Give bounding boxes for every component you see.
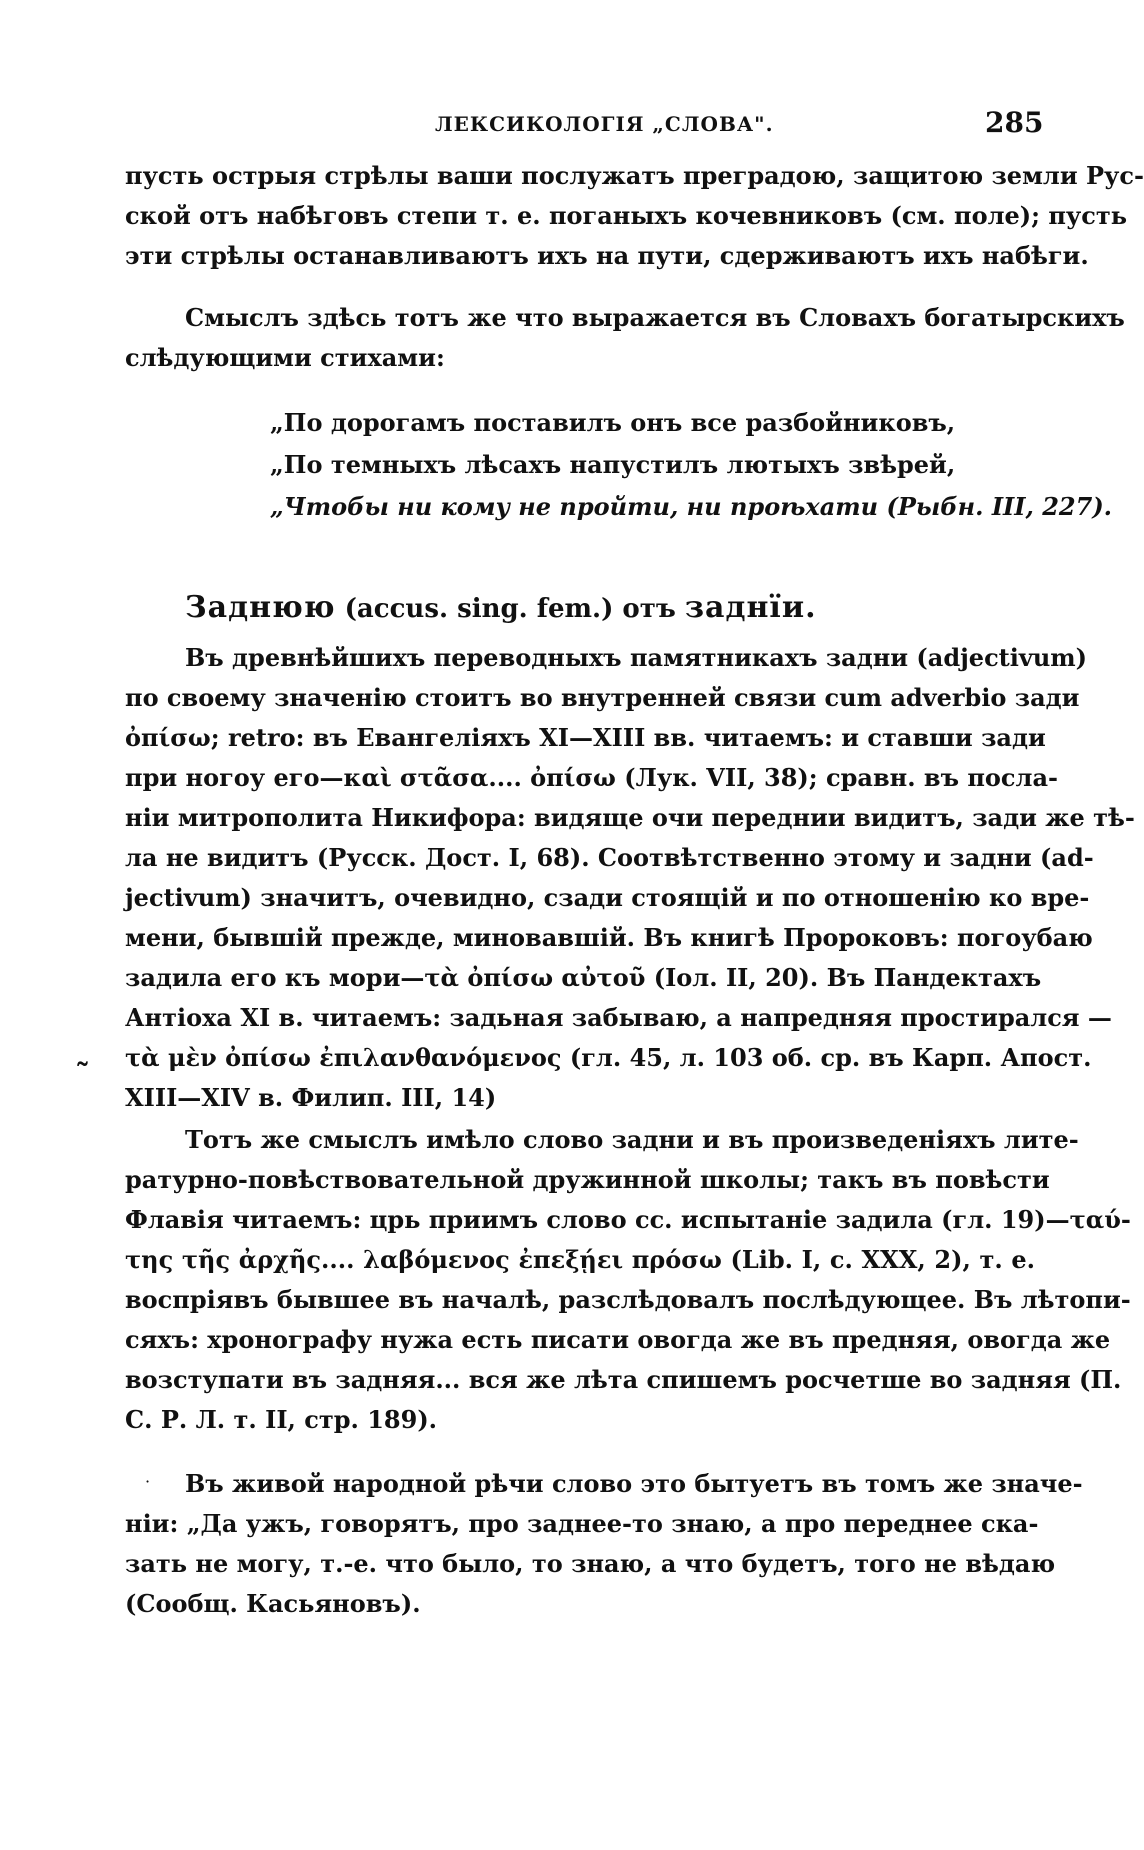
verse-line: „Чтобы ни кому не пройти, ни проѣхати (Рыбн. III, 227). xyxy=(270,492,1113,521)
paragraph-3-line: Въ древнѣйшихъ переводныхъ памятникахъ задни (adjectivum) xyxy=(185,643,1088,672)
paragraph-3-line: jectivum) значитъ, очевидно, сзади стоящій и по отношенію ко вре- xyxy=(125,883,1090,912)
entry-grammar: (accus. sing. fem.) отъ xyxy=(344,594,676,624)
paragraph-2 xyxy=(125,298,1125,378)
paragraph-3-line: Антіоха XI в. читаемъ: задьная забываю, а напредняя простирался — xyxy=(125,1003,1112,1032)
paragraph-4 xyxy=(125,1120,1131,1440)
entry-heading xyxy=(185,590,817,625)
paragraph-5 xyxy=(125,1464,1083,1624)
paragraph-4-line: της τῆς ἀρχῆς.... λαβόμενος ἐπεξῄει πρόσω (Lib. I, c. XXX, 2), т. е. xyxy=(125,1245,1035,1274)
paragraph-3-line: по своему значенію стоитъ во внутренней связи cum adverbio зади xyxy=(125,683,1080,712)
entry-source-word: заднїи. xyxy=(684,590,817,625)
paragraph-1-line: ской отъ набѣговъ степи т. е. поганыхъ кочевниковъ (см. поле); пусть xyxy=(125,201,1128,230)
verse-quote xyxy=(270,402,1113,528)
paragraph-3-line: ὀπίσω; retro: въ Евангеліяхъ XI—XIII вв. читаемъ: и ставши зади xyxy=(125,723,1046,752)
paragraph-1-line: эти стрѣлы останавливаютъ ихъ на пути, сдерживаютъ ихъ набѣги. xyxy=(125,241,1089,270)
running-header-title: ЛЕКСИКОЛОГІЯ „СЛОВА". xyxy=(435,112,774,136)
entry-headword: Заднюю xyxy=(185,590,336,625)
paragraph-5-line: зать не могу, т.-е. что было, то знаю, а что будетъ, того не вѣдаю xyxy=(125,1549,1056,1578)
paragraph-5-line: (Сообщ. Касьяновъ). xyxy=(125,1589,421,1618)
paragraph-5-line: ніи: „Да ужъ, говорятъ, про заднее-то знаю, а про переднее ска- xyxy=(125,1509,1039,1538)
paragraph-3-line: задила его къ мори—τὰ ὀπίσω αὐτοῦ (Іол. II, 20). Въ Пандектахъ xyxy=(125,963,1042,992)
paragraph-4-line: ратурно-повѣствовательной дружинной школы; такъ въ повѣсти xyxy=(125,1165,1050,1194)
paragraph-4-line: возступати въ задняя... вся же лѣта спишемъ росчетше во задняя (П. xyxy=(125,1365,1122,1394)
paragraph-3-line: мени, бывшій прежде, миновавшій. Въ книгѣ Пророковъ: погоубаю xyxy=(125,923,1093,952)
paragraph-3-line: XIII—XIV в. Филип. III, 14) xyxy=(125,1083,497,1112)
paragraph-3-line: ла не видитъ (Русск. Дост. I, 68). Соотвѣтственно этому и задни (ad- xyxy=(125,843,1094,872)
paragraph-2-line: слѣдующими стихами: xyxy=(125,343,445,372)
page-number: 285 xyxy=(985,106,1044,139)
paragraph-2-line: Смыслъ здѣсь тотъ же что выражается въ Словахъ богатырскихъ xyxy=(185,303,1125,332)
paragraph-4-line: Флавія читаемъ: црь приимъ слово сс. испытаніе задила (гл. 19)—ταύ- xyxy=(125,1205,1131,1234)
margin-mark: ˜ xyxy=(75,1058,90,1093)
paragraph-5-line: Въ живой народной рѣчи слово это бытуетъ въ томъ же значе- xyxy=(185,1469,1083,1498)
verse-line: „По дорогамъ поставилъ онъ все разбойниковъ, xyxy=(270,408,956,437)
bullet-mark: · xyxy=(145,1472,151,1491)
paragraph-4-line: Тотъ же смыслъ имѣло слово задни и въ произведеніяхъ лите- xyxy=(185,1125,1079,1154)
paragraph-4-line: воспріявъ бывшее въ началѣ, разслѣдовалъ послѣдующее. Въ лѣтопи- xyxy=(125,1285,1131,1314)
paragraph-3-line: ніи митрополита Никифора: видяще очи переднии видитъ, зади же тѣ- xyxy=(125,803,1135,832)
paragraph-3-line: τὰ μὲν ὀπίσω ἐπιλανθανόμενος (гл. 45, л. 103 об. ср. въ Карп. Апост. xyxy=(125,1043,1092,1072)
verse-line: „По темныхъ лѣсахъ напустилъ лютыхъ звѣрей, xyxy=(270,450,956,479)
paragraph-3-line: при ногоу его—καὶ στᾶσα.... ὀπίσω (Лук. VII, 38); сравн. въ посла- xyxy=(125,763,1058,792)
paragraph-3 xyxy=(125,638,1135,1118)
paragraph-1 xyxy=(125,156,1144,276)
paragraph-4-line: С. Р. Л. т. II, стр. 189). xyxy=(125,1405,438,1434)
paragraph-4-line: сяхъ: хронографу нужа есть писати овогда же въ предняя, овогда же xyxy=(125,1325,1111,1354)
paragraph-1-line: пусть острыя стрѣлы ваши послужатъ преградою, защитою земли Рус- xyxy=(125,161,1144,190)
